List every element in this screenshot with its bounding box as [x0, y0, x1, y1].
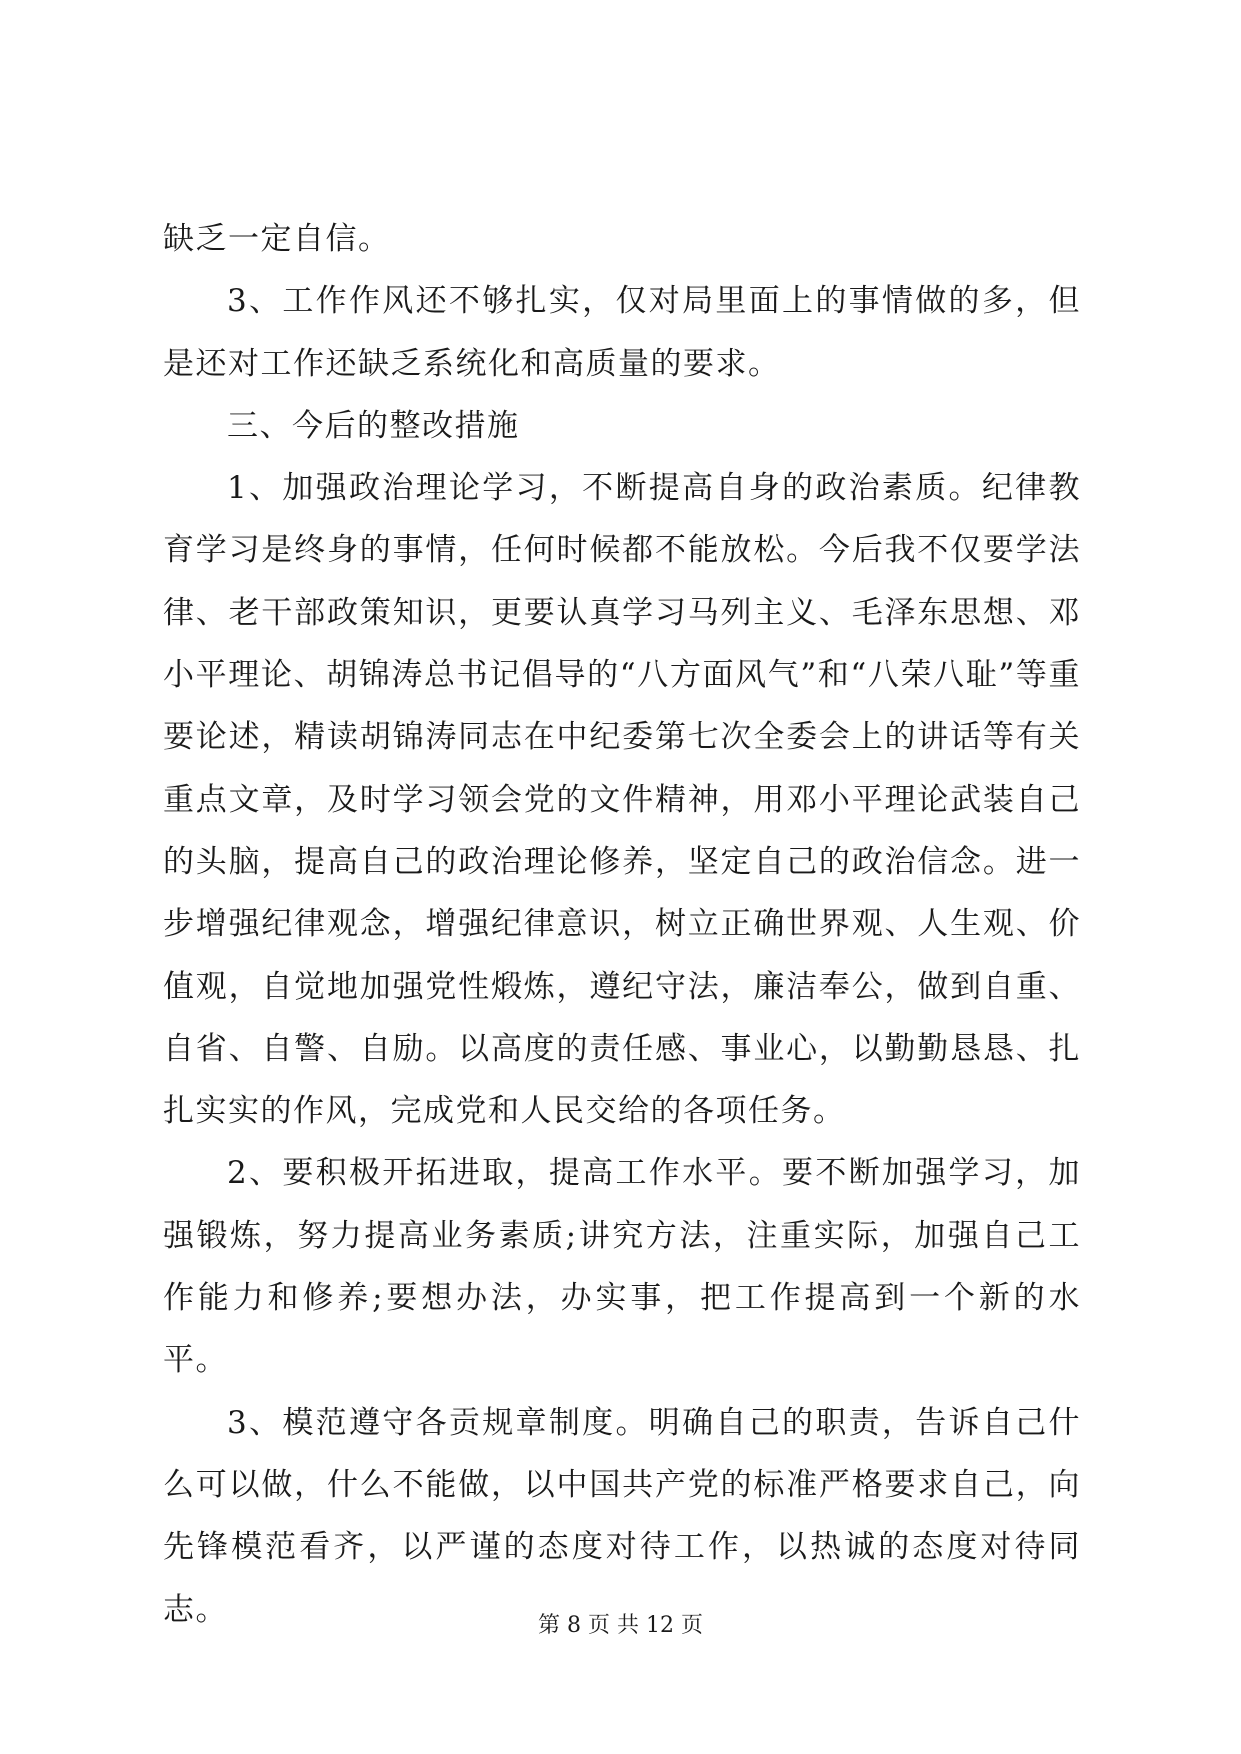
section-heading: 三、今后的整改措施 [227, 407, 520, 444]
document-body [163, 208, 1081, 1641]
paragraph-6: 3、模范遵守各贡规章制度。明确自己的职责，告诉自己什么可以做，什么不能做，以中国共产党的标准严格要求自己，向先锋模范看齐，以严谨的态度对待工作，以热诚的态度对待同志。 [163, 1404, 1081, 1628]
paragraph-1: 缺乏一定自信。 [163, 221, 391, 257]
paragraph-5: 2、要积极开拓进取，提高工作水平。要不断加强学习，加强锻炼，努力提高业务素质;讲究方法，注重实际，加强自己工作能力和修养;要想办法，办实事，把工作提高到一个新的水平。 [163, 1155, 1081, 1379]
paragraph-2: 3、工作作风还不够扎实，仅对局里面上的事情做的多，但是还对工作还缺乏系统化和高质量的要求。 [163, 283, 1081, 382]
page-number-footer: 第 8 页 共 12 页 [538, 1613, 703, 1638]
paragraph-4: 1、加强政治理论学习，不断提高自身的政治素质。纪律教育学习是终身的事情，任何时候都不能放松。今后我不仅要学法律、老干部政策知识，更要认真学习马列主义、毛泽东思想、邓小平理论、胡锦涛总书记倡导的“八方面风气”和“八荣八耻”等重要论述，精读胡锦涛同志在中纪委第七次全委会上的讲话等有关重点文章，及时学习领会党的文件精神，用邓小平理论武装自己的头脑，提高自己的政治理论修养，坚定自己的政治信念。进一步增强纪律观念，增强纪律意识，树立正确世界观、人生观、价值观，自觉地加强党性煅炼，遵纪守法，廉洁奉公，做到自重、自省、自警、自励。以高度的责任感、事业心，以勤勤恳恳、扎扎实实的作风，完成党和人民交给的各项任务。 [163, 470, 1081, 1130]
